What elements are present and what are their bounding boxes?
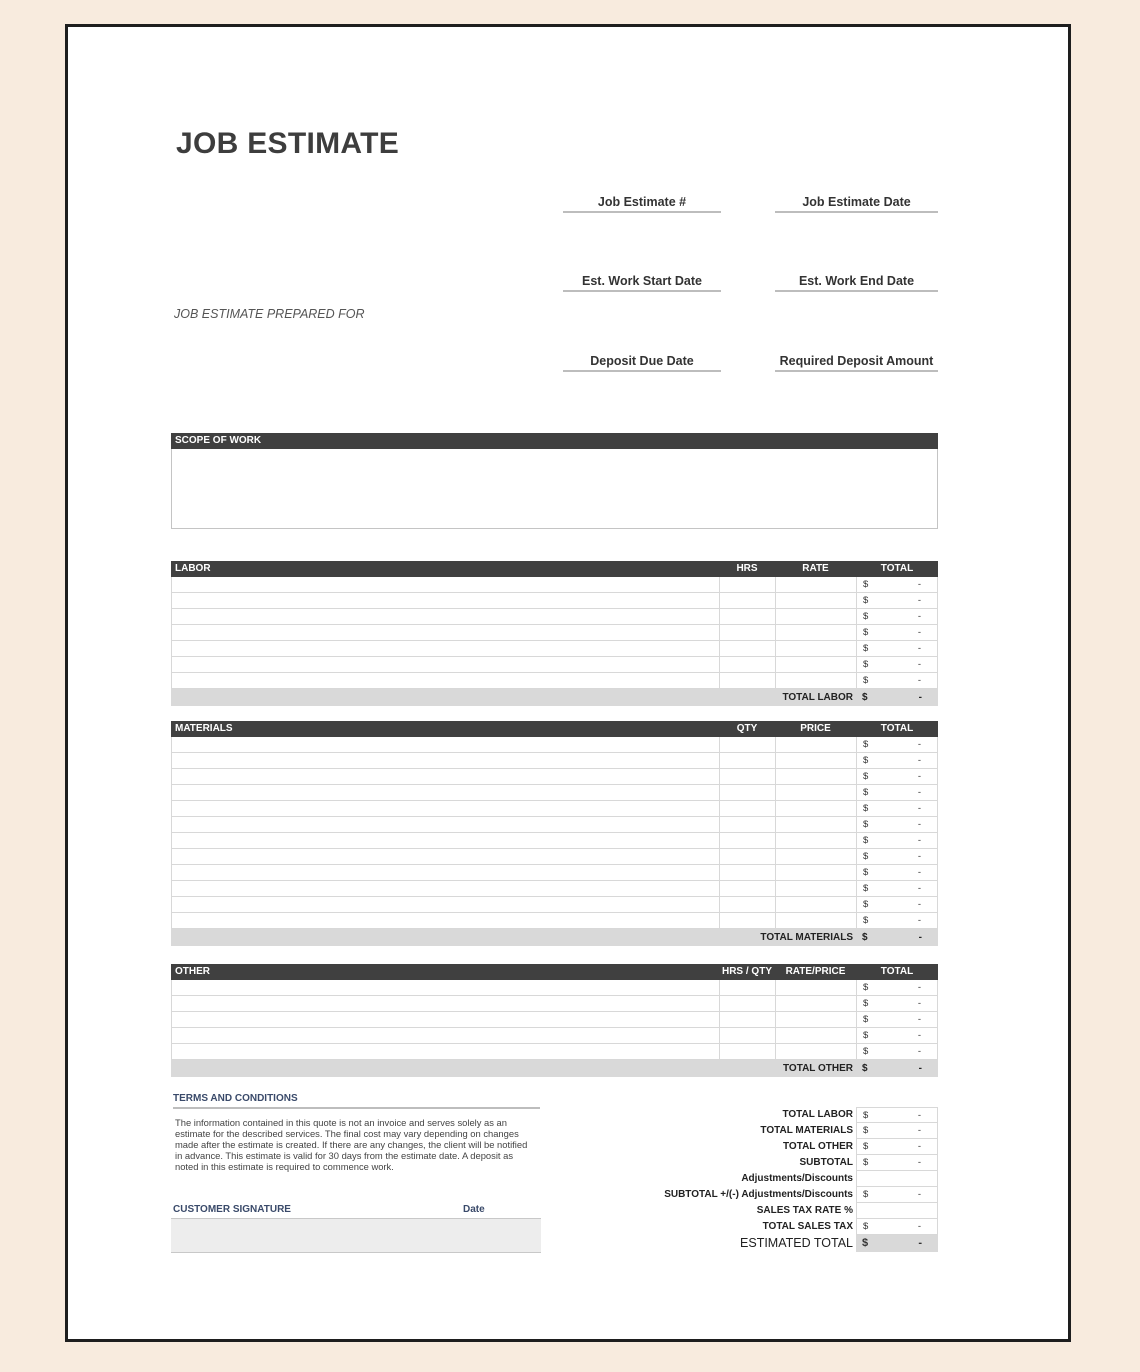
signature-field[interactable] xyxy=(171,1218,541,1253)
row-total-cell xyxy=(856,833,938,848)
description-cell[interactable] xyxy=(171,609,719,624)
quantity-cell[interactable] xyxy=(719,817,775,832)
table-row xyxy=(171,753,938,769)
row-total-value: - xyxy=(917,739,921,750)
signature-date-label: Date xyxy=(463,1204,485,1215)
row-total-value: - xyxy=(917,835,921,846)
quantity-cell[interactable] xyxy=(719,1028,775,1043)
row-total-value: - xyxy=(917,1030,921,1041)
table-row xyxy=(171,625,938,641)
table-row xyxy=(171,1028,938,1044)
summary-row xyxy=(628,1203,938,1219)
description-cell[interactable] xyxy=(171,641,719,656)
row-total-value: - xyxy=(917,659,921,670)
rate-cell[interactable] xyxy=(775,625,856,640)
table-row xyxy=(171,577,938,593)
quantity-cell[interactable] xyxy=(719,1012,775,1027)
other-total-label: TOTAL OTHER xyxy=(783,1063,853,1074)
description-cell[interactable] xyxy=(171,577,719,592)
labor-col-total: TOTAL xyxy=(880,563,914,574)
materials-col-qty: QTY xyxy=(736,723,758,734)
other-col-hrs-qty: HRS / QTY xyxy=(721,966,772,977)
table-row xyxy=(171,849,938,865)
table-row xyxy=(171,593,938,609)
summary-label: TOTAL MATERIALS xyxy=(760,1125,853,1136)
table-row xyxy=(171,897,938,913)
rate-cell[interactable] xyxy=(775,996,856,1011)
summary-value: - xyxy=(917,1125,921,1136)
other-total-value: - xyxy=(918,1063,922,1074)
estimated-total-cell xyxy=(856,1235,938,1252)
row-total-cell xyxy=(856,881,938,896)
labor-total-label: TOTAL LABOR xyxy=(782,692,853,703)
scope-header: SCOPE OF WORK xyxy=(171,433,938,449)
table-row xyxy=(171,641,938,657)
materials-total-row xyxy=(171,929,938,946)
row-total-cell xyxy=(856,817,938,832)
description-cell[interactable] xyxy=(171,996,719,1011)
rate-cell[interactable] xyxy=(775,657,856,672)
description-cell[interactable] xyxy=(171,865,719,880)
summary-value-cell[interactable] xyxy=(856,1219,938,1235)
table-row xyxy=(171,769,938,785)
other-table xyxy=(171,964,938,1077)
labor-header-row xyxy=(171,561,938,577)
table-row xyxy=(171,801,938,817)
currency-symbol: $ xyxy=(863,851,869,862)
rate-cell[interactable] xyxy=(775,913,856,928)
rate-cell[interactable] xyxy=(775,817,856,832)
terms-header: TERMS AND CONDITIONS xyxy=(173,1093,540,1109)
summary-value-cell[interactable] xyxy=(856,1187,938,1203)
summary-block xyxy=(628,1107,938,1252)
description-cell[interactable] xyxy=(171,1012,719,1027)
table-row xyxy=(171,737,938,753)
description-cell[interactable] xyxy=(171,897,719,912)
row-total-cell xyxy=(856,1012,938,1027)
row-total-value: - xyxy=(917,851,921,862)
summary-value: - xyxy=(917,1141,921,1152)
table-row xyxy=(171,881,938,897)
table-row xyxy=(171,996,938,1012)
summary-label: TOTAL LABOR xyxy=(782,1109,853,1120)
labor-total-row xyxy=(171,689,938,706)
rate-cell[interactable] xyxy=(775,673,856,688)
row-total-cell xyxy=(856,593,938,608)
summary-value-cell[interactable] xyxy=(856,1155,938,1171)
summary-label: TOTAL OTHER xyxy=(783,1141,853,1152)
currency-symbol: $ xyxy=(863,819,869,830)
rate-cell[interactable] xyxy=(775,865,856,880)
estimated-total-row xyxy=(628,1235,938,1252)
rate-cell[interactable] xyxy=(775,609,856,624)
start-date-field[interactable]: Est. Work Start Date xyxy=(563,273,721,292)
quantity-cell[interactable] xyxy=(719,865,775,880)
row-total-cell xyxy=(856,785,938,800)
row-total-value: - xyxy=(917,915,921,926)
materials-total-value: - xyxy=(918,932,922,943)
row-total-cell xyxy=(856,625,938,640)
estimated-total-label: ESTIMATED TOTAL xyxy=(740,1236,853,1250)
rate-cell[interactable] xyxy=(775,1028,856,1043)
materials-rows xyxy=(171,737,938,929)
currency-symbol: $ xyxy=(863,675,869,686)
currency-symbol: $ xyxy=(863,1110,869,1121)
estimate-date-field[interactable]: Job Estimate Date xyxy=(775,194,938,213)
description-cell[interactable] xyxy=(171,1028,719,1043)
other-header: OTHER xyxy=(175,966,210,977)
quantity-cell[interactable] xyxy=(719,753,775,768)
deposit-amount-field[interactable]: Required Deposit Amount xyxy=(775,353,938,372)
row-total-cell xyxy=(856,641,938,656)
currency-symbol: $ xyxy=(863,643,869,654)
rate-cell[interactable] xyxy=(775,897,856,912)
row-total-cell xyxy=(856,801,938,816)
summary-value-cell[interactable] xyxy=(856,1107,938,1123)
currency-symbol: $ xyxy=(862,692,868,703)
table-row xyxy=(171,913,938,929)
scope-text-area[interactable] xyxy=(171,449,938,529)
currency-symbol: $ xyxy=(863,1046,869,1057)
other-rows xyxy=(171,980,938,1060)
summary-value-cell[interactable] xyxy=(856,1171,938,1187)
summary-value-cell[interactable] xyxy=(856,1203,938,1219)
summary-value: - xyxy=(917,1189,921,1200)
row-total-value: - xyxy=(917,771,921,782)
rate-cell[interactable] xyxy=(775,577,856,592)
row-total-value: - xyxy=(917,867,921,878)
description-cell[interactable] xyxy=(171,913,719,928)
row-total-value: - xyxy=(917,998,921,1009)
rate-cell[interactable] xyxy=(775,833,856,848)
rate-cell[interactable] xyxy=(775,980,856,995)
labor-rows xyxy=(171,577,938,689)
summary-value: - xyxy=(917,1221,921,1232)
row-total-cell xyxy=(856,996,938,1011)
currency-symbol: $ xyxy=(863,627,869,638)
currency-symbol: $ xyxy=(863,1125,869,1136)
table-row xyxy=(171,865,938,881)
description-cell[interactable] xyxy=(171,881,719,896)
description-cell[interactable] xyxy=(171,673,719,688)
currency-symbol: $ xyxy=(863,579,869,590)
materials-header-row xyxy=(171,721,938,737)
description-cell[interactable] xyxy=(171,625,719,640)
quantity-cell[interactable] xyxy=(719,1044,775,1059)
quantity-cell[interactable] xyxy=(719,769,775,784)
deposit-due-field[interactable]: Deposit Due Date xyxy=(563,353,721,372)
row-total-value: - xyxy=(917,787,921,798)
rate-cell[interactable] xyxy=(775,737,856,752)
description-cell[interactable] xyxy=(171,833,719,848)
description-cell[interactable] xyxy=(171,737,719,752)
rate-cell[interactable] xyxy=(775,641,856,656)
currency-symbol: $ xyxy=(862,1063,868,1074)
description-cell[interactable] xyxy=(171,1044,719,1059)
labor-col-hrs: HRS xyxy=(736,563,758,574)
currency-symbol: $ xyxy=(863,739,869,750)
currency-symbol: $ xyxy=(863,771,869,782)
currency-symbol: $ xyxy=(863,1221,869,1232)
quantity-cell[interactable] xyxy=(719,625,775,640)
currency-symbol: $ xyxy=(863,1141,869,1152)
quantity-cell[interactable] xyxy=(719,849,775,864)
currency-symbol: $ xyxy=(863,787,869,798)
summary-label: SALES TAX RATE % xyxy=(756,1205,853,1216)
other-total-row xyxy=(171,1060,938,1077)
summary-row xyxy=(628,1187,938,1203)
rate-cell[interactable] xyxy=(775,753,856,768)
currency-symbol: $ xyxy=(862,932,868,943)
materials-col-price: PRICE xyxy=(800,723,831,734)
row-total-value: - xyxy=(917,675,921,686)
currency-symbol: $ xyxy=(863,595,869,606)
currency-symbol: $ xyxy=(863,1014,869,1025)
summary-row xyxy=(628,1107,938,1123)
rate-cell[interactable] xyxy=(775,1044,856,1059)
row-total-cell xyxy=(856,609,938,624)
labor-table xyxy=(171,561,938,706)
estimate-sheet xyxy=(65,24,1071,1342)
row-total-cell xyxy=(856,913,938,928)
currency-symbol: $ xyxy=(863,803,869,814)
row-total-value: - xyxy=(917,883,921,894)
labor-header: LABOR xyxy=(175,563,211,574)
description-cell[interactable] xyxy=(171,769,719,784)
summary-value-cell[interactable] xyxy=(856,1123,938,1139)
quantity-cell[interactable] xyxy=(719,980,775,995)
description-cell[interactable] xyxy=(171,817,719,832)
quantity-cell[interactable] xyxy=(719,673,775,688)
quantity-cell[interactable] xyxy=(719,913,775,928)
other-col-rate-price: RATE/PRICE xyxy=(785,966,846,977)
summary-row xyxy=(628,1171,938,1187)
currency-symbol: $ xyxy=(863,1157,869,1168)
materials-header: MATERIALS xyxy=(175,723,233,734)
summary-value: - xyxy=(917,1110,921,1121)
currency-symbol: $ xyxy=(863,998,869,1009)
summary-label: SUBTOTAL +/(-) Adjustments/Discounts xyxy=(664,1189,853,1200)
row-total-value: - xyxy=(917,627,921,638)
quantity-cell[interactable] xyxy=(719,577,775,592)
quantity-cell[interactable] xyxy=(719,996,775,1011)
currency-symbol: $ xyxy=(863,915,869,926)
summary-value-cell[interactable] xyxy=(856,1139,938,1155)
rate-cell[interactable] xyxy=(775,593,856,608)
row-total-cell xyxy=(856,849,938,864)
currency-symbol: $ xyxy=(863,899,869,910)
summary-row xyxy=(628,1219,938,1235)
row-total-value: - xyxy=(917,803,921,814)
currency-symbol: $ xyxy=(863,611,869,622)
table-row xyxy=(171,980,938,996)
row-total-cell xyxy=(856,673,938,688)
quantity-cell[interactable] xyxy=(719,657,775,672)
prepared-for-label: JOB ESTIMATE PREPARED FOR xyxy=(174,307,365,321)
quantity-cell[interactable] xyxy=(719,609,775,624)
materials-col-total: TOTAL xyxy=(880,723,914,734)
currency-symbol: $ xyxy=(863,659,869,670)
quantity-cell[interactable] xyxy=(719,737,775,752)
table-row xyxy=(171,785,938,801)
row-total-cell xyxy=(856,577,938,592)
row-total-value: - xyxy=(917,755,921,766)
rate-cell[interactable] xyxy=(775,769,856,784)
quantity-cell[interactable] xyxy=(719,801,775,816)
rate-cell[interactable] xyxy=(775,785,856,800)
page-title: JOB ESTIMATE xyxy=(176,127,400,160)
row-total-cell xyxy=(856,753,938,768)
currency-symbol: $ xyxy=(863,982,869,993)
description-cell[interactable] xyxy=(171,657,719,672)
row-total-value: - xyxy=(917,819,921,830)
estimated-total-value: - xyxy=(918,1237,922,1249)
currency-symbol: $ xyxy=(863,883,869,894)
table-row xyxy=(171,657,938,673)
row-total-cell xyxy=(856,897,938,912)
currency-symbol: $ xyxy=(863,835,869,846)
row-total-cell xyxy=(856,737,938,752)
currency-symbol: $ xyxy=(862,1237,869,1249)
table-row xyxy=(171,609,938,625)
currency-symbol: $ xyxy=(863,867,869,878)
description-cell[interactable] xyxy=(171,753,719,768)
quantity-cell[interactable] xyxy=(719,785,775,800)
quantity-cell[interactable] xyxy=(719,833,775,848)
summary-label: TOTAL SALES TAX xyxy=(762,1221,853,1232)
materials-total-label: TOTAL MATERIALS xyxy=(760,932,853,943)
row-total-cell xyxy=(856,1044,938,1059)
end-date-field[interactable]: Est. Work End Date xyxy=(775,273,938,292)
currency-symbol: $ xyxy=(863,755,869,766)
row-total-cell xyxy=(856,769,938,784)
description-cell[interactable] xyxy=(171,980,719,995)
table-row xyxy=(171,673,938,689)
summary-label: Adjustments/Discounts xyxy=(741,1173,853,1184)
table-row xyxy=(171,1012,938,1028)
description-cell[interactable] xyxy=(171,801,719,816)
summary-row xyxy=(628,1139,938,1155)
row-total-value: - xyxy=(917,1046,921,1057)
table-row xyxy=(171,1044,938,1060)
labor-total-value: - xyxy=(918,692,922,703)
summary-row xyxy=(628,1123,938,1139)
summary-row xyxy=(628,1155,938,1171)
description-cell[interactable] xyxy=(171,785,719,800)
table-row xyxy=(171,833,938,849)
row-total-value: - xyxy=(917,899,921,910)
row-total-value: - xyxy=(917,982,921,993)
labor-col-rate: RATE xyxy=(802,563,829,574)
rate-cell[interactable] xyxy=(775,1012,856,1027)
other-col-total: TOTAL xyxy=(880,966,914,977)
signature-label: CUSTOMER SIGNATURE xyxy=(173,1204,291,1215)
row-total-cell xyxy=(856,1028,938,1043)
quantity-cell[interactable] xyxy=(719,897,775,912)
quantity-cell[interactable] xyxy=(719,641,775,656)
table-row xyxy=(171,817,938,833)
description-cell[interactable] xyxy=(171,849,719,864)
row-total-cell xyxy=(856,657,938,672)
row-total-value: - xyxy=(917,611,921,622)
currency-symbol: $ xyxy=(863,1030,869,1041)
row-total-cell xyxy=(856,865,938,880)
other-header-row xyxy=(171,964,938,980)
quantity-cell[interactable] xyxy=(719,881,775,896)
row-total-value: - xyxy=(917,1014,921,1025)
terms-text: The information contained in this quote is not an invoice and serves solely as an estimate for the described services. The final cost may vary depending on changes made after the estimate is created. If there are any changes, the client will be notified in advance. This estimate is valid for 30 days from the estimate date. A deposit as noted in this estimate is required to commence work. xyxy=(175,1117,528,1172)
summary-value: - xyxy=(917,1157,921,1168)
materials-table xyxy=(171,721,938,946)
rate-cell[interactable] xyxy=(775,801,856,816)
estimate-number-field[interactable]: Job Estimate # xyxy=(563,194,721,213)
quantity-cell[interactable] xyxy=(719,593,775,608)
summary-label: SUBTOTAL xyxy=(799,1157,853,1168)
row-total-value: - xyxy=(917,595,921,606)
currency-symbol: $ xyxy=(863,1189,869,1200)
description-cell[interactable] xyxy=(171,593,719,608)
rate-cell[interactable] xyxy=(775,849,856,864)
rate-cell[interactable] xyxy=(775,881,856,896)
row-total-cell xyxy=(856,980,938,995)
row-total-value: - xyxy=(917,579,921,590)
row-total-value: - xyxy=(917,643,921,654)
